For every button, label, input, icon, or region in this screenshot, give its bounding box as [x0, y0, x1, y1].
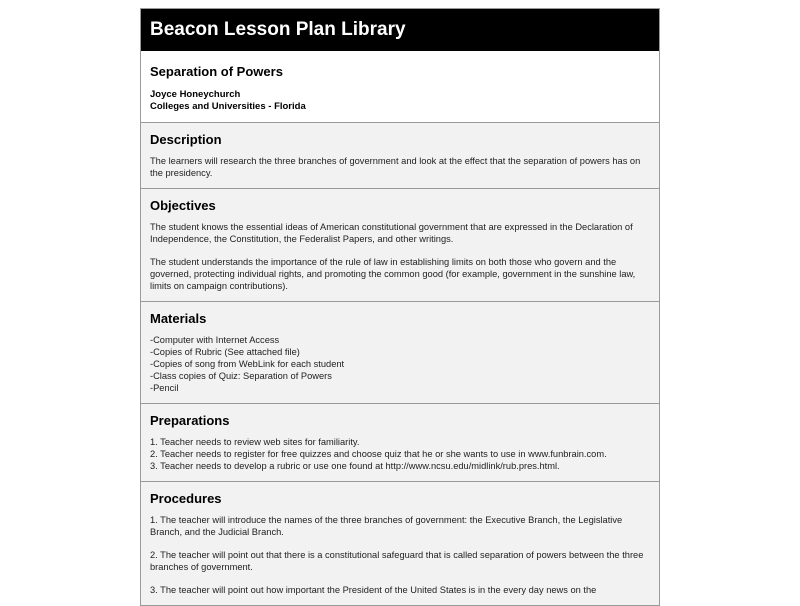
- lesson-document: [140, 8, 660, 606]
- procedure-step: 3. The teacher will point out how important the President of the United States is in the every day news on the: [150, 585, 597, 595]
- materials-heading: Materials: [150, 311, 207, 326]
- author-name: Joyce Honeychurch: [150, 89, 241, 100]
- description-text: The learners will research the three branches of government and look at the effect that the separation of powers has on the presidency.: [150, 156, 641, 178]
- description-section: [141, 122, 659, 188]
- procedure-step: 1. The teacher will introduce the names of the three branches of government: the Executive Branch, the Legislative Branch, and the Judicial Branch.: [150, 515, 623, 537]
- preparations-heading: Preparations: [150, 413, 230, 428]
- lesson-title: Separation of Powers: [150, 64, 283, 79]
- material-item: -Computer with Internet Access: [150, 335, 280, 345]
- procedure-step: 2. The teacher will point out that there is a constitutional safeguard that is called separation of powers between the three branches of government.: [150, 550, 644, 572]
- procedures-section: [141, 481, 659, 605]
- preparation-item: 3. Teacher needs to develop a rubric or use one found at http://www.ncsu.edu/midlink/rub.pres.html.: [150, 461, 560, 471]
- preparation-item: 2. Teacher needs to register for free quizzes and choose quiz that he or she wants to use in www.funbrain.com.: [150, 449, 607, 459]
- materials-section: [141, 301, 659, 403]
- lesson-header: [141, 51, 659, 122]
- preparations-list: [150, 436, 649, 472]
- material-item: -Class copies of Quiz: Separation of Powers: [150, 371, 332, 381]
- objective-paragraph: The student knows the essential ideas of American constitutional government that are expressed in the Declaration of Independence, the Constitution, the Federalist Papers, and other writings.: [150, 222, 633, 244]
- materials-list: [150, 334, 649, 394]
- objectives-section: [141, 188, 659, 301]
- description-heading: Description: [150, 132, 222, 147]
- preparation-item: 1. Teacher needs to review web sites for familiarity.: [150, 437, 360, 447]
- material-item: -Copies of song from WebLink for each student: [150, 359, 345, 369]
- library-banner: [141, 9, 659, 51]
- material-item: -Pencil: [150, 383, 179, 393]
- procedures-heading: Procedures: [150, 491, 222, 506]
- objective-paragraph: The student understands the importance of the rule of law in establishing limits on both those who govern and the governed, protecting individual rights, and promoting the common good (for example, government in the sunshine law, limits on campaign contributions).: [150, 257, 636, 291]
- author-affiliation: Colleges and Universities - Florida: [150, 101, 306, 112]
- objectives-heading: Objectives: [150, 198, 216, 213]
- preparations-section: [141, 403, 659, 481]
- library-title: Beacon Lesson Plan Library: [150, 19, 406, 40]
- material-item: -Copies of Rubric (See attached file): [150, 347, 300, 357]
